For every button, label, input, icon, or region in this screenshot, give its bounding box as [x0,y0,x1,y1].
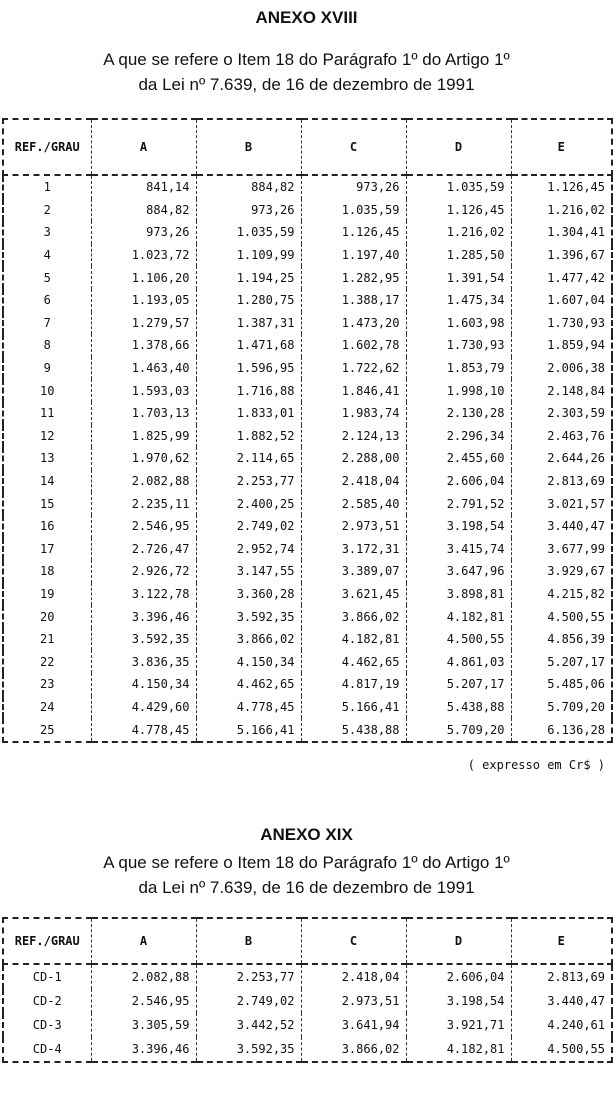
table-row [3,673,612,696]
table-row [3,605,612,628]
value-cell: 2.130,28 [406,402,511,425]
column-header: E [511,119,612,175]
table-row [3,379,612,402]
value-cell: 1.216,02 [406,221,511,244]
table-header-row [3,918,612,964]
ref-grade-cell: 10 [3,379,91,402]
value-cell: 2.455,60 [406,447,511,470]
ref-grade-cell: 2 [3,199,91,222]
ref-grade-cell: 25 [3,718,91,742]
annex-18-subtitle-line1: A que se refere o Item 18 do Parágrafo 1º do Artigo 1º [103,50,510,69]
value-cell: 5.166,41 [301,696,406,719]
value-cell: 1.197,40 [301,244,406,267]
value-cell: 1.471,68 [196,334,301,357]
ref-grade-cell: 6 [3,289,91,312]
value-cell: 4.778,45 [196,696,301,719]
table-row [3,583,612,606]
column-header: B [196,918,301,964]
value-cell: 1.473,20 [301,312,406,335]
value-cell: 4.500,55 [406,628,511,651]
table-row [3,470,612,493]
value-cell: 3.122,78 [91,583,196,606]
value-cell: 2.303,59 [511,402,612,425]
value-cell: 4.182,81 [406,605,511,628]
value-cell: 1.279,57 [91,312,196,335]
column-header: C [301,918,406,964]
value-cell: 2.644,26 [511,447,612,470]
value-cell: 5.438,88 [406,696,511,719]
column-header: D [406,119,511,175]
table-row [3,718,612,742]
ref-grade-cell: 16 [3,515,91,538]
value-cell: 5.207,17 [406,673,511,696]
value-cell: 3.396,46 [91,605,196,628]
ref-grade-cell: 4 [3,244,91,267]
value-cell: 2.791,52 [406,492,511,515]
value-cell: 2.296,34 [406,425,511,448]
value-cell: 3.836,35 [91,650,196,673]
value-cell: 2.124,13 [301,425,406,448]
ref-grade-cell: CD-4 [3,1037,91,1062]
value-cell: 1.304,41 [511,221,612,244]
table-header-row [3,119,612,175]
table-row [3,492,612,515]
ref-grade-cell: CD-2 [3,989,91,1013]
table-row [3,1013,612,1037]
value-cell: 884,82 [196,175,301,199]
value-cell: 3.921,71 [406,1013,511,1037]
ref-grade-cell: 8 [3,334,91,357]
value-cell: 841,14 [91,175,196,199]
value-cell: 3.147,55 [196,560,301,583]
value-cell: 1.396,67 [511,244,612,267]
value-cell: 973,26 [91,221,196,244]
table-row [3,266,612,289]
value-cell: 2.148,84 [511,379,612,402]
value-cell: 884,82 [91,199,196,222]
value-cell: 5.709,20 [511,696,612,719]
value-cell: 4.150,34 [196,650,301,673]
table-row [3,244,612,267]
table-row [3,560,612,583]
ref-grade-cell: 18 [3,560,91,583]
value-cell: 973,26 [301,175,406,199]
annex-19-subtitle-line1: A que se refere o Item 18 do Parágrafo 1º do Artigo 1º [103,853,510,872]
value-cell: 2.973,51 [301,989,406,1013]
value-cell: 1.730,93 [511,312,612,335]
value-cell: 1.475,34 [406,289,511,312]
value-cell: 1.859,94 [511,334,612,357]
value-cell: 5.438,88 [301,718,406,742]
value-cell: 1.463,40 [91,357,196,380]
value-cell: 3.442,52 [196,1013,301,1037]
column-header: D [406,918,511,964]
value-cell: 1.035,59 [301,199,406,222]
value-cell: 1.983,74 [301,402,406,425]
ref-grade-cell: CD-3 [3,1013,91,1037]
value-cell: 2.952,74 [196,538,301,561]
value-cell: 1.825,99 [91,425,196,448]
column-header: A [91,119,196,175]
value-cell: 2.006,38 [511,357,612,380]
value-cell: 3.396,46 [91,1037,196,1062]
value-cell: 4.462,65 [196,673,301,696]
value-cell: 3.677,99 [511,538,612,561]
value-cell: 2.813,69 [511,964,612,989]
currency-note: ( expresso em Cr$ ) [467,758,605,772]
value-cell: 1.216,02 [511,199,612,222]
table-row [3,289,612,312]
ref-grade-cell: 14 [3,470,91,493]
value-cell: 1.126,45 [301,221,406,244]
column-header: A [91,918,196,964]
annex-19-title: ANEXO XIX [260,825,353,844]
value-cell: 1.023,72 [91,244,196,267]
ref-grade-cell: 11 [3,402,91,425]
value-cell: 1.035,59 [196,221,301,244]
value-cell: 1.282,95 [301,266,406,289]
table-row [3,199,612,222]
ref-grade-cell: 9 [3,357,91,380]
value-cell: 3.866,02 [301,1037,406,1062]
ref-grade-cell: 13 [3,447,91,470]
ref-grade-cell: 15 [3,492,91,515]
value-cell: 4.182,81 [301,628,406,651]
value-cell: 2.288,00 [301,447,406,470]
value-cell: 2.813,69 [511,470,612,493]
value-cell: 1.285,50 [406,244,511,267]
ref-grade-cell: 3 [3,221,91,244]
ref-grade-cell: 5 [3,266,91,289]
value-cell: 2.726,47 [91,538,196,561]
value-cell: 1.846,41 [301,379,406,402]
ref-grade-cell: 17 [3,538,91,561]
value-cell: 4.817,19 [301,673,406,696]
column-header: C [301,119,406,175]
value-cell: 4.861,03 [406,650,511,673]
value-cell: 1.126,45 [511,175,612,199]
value-cell: 1.833,01 [196,402,301,425]
value-cell: 4.462,65 [301,650,406,673]
value-cell: 3.172,31 [301,538,406,561]
value-cell: 2.253,77 [196,964,301,989]
value-cell: 5.207,17 [511,650,612,673]
value-cell: 3.360,28 [196,583,301,606]
value-cell: 4.778,45 [91,718,196,742]
column-header: REF./GRAU [3,918,91,964]
table-row [3,696,612,719]
value-cell: 3.198,54 [406,989,511,1013]
value-cell: 1.106,20 [91,266,196,289]
value-cell: 2.606,04 [406,470,511,493]
table-row [3,447,612,470]
table-row [3,334,612,357]
value-cell: 2.749,02 [196,989,301,1013]
value-cell: 1.593,03 [91,379,196,402]
value-cell: 973,26 [196,199,301,222]
value-cell: 4.856,39 [511,628,612,651]
table-row [3,650,612,673]
value-cell: 4.240,61 [511,1013,612,1037]
value-cell: 1.280,75 [196,289,301,312]
value-cell: 2.418,04 [301,470,406,493]
value-cell: 3.866,02 [196,628,301,651]
value-cell: 3.198,54 [406,515,511,538]
value-cell: 1.035,59 [406,175,511,199]
value-cell: 1.882,52 [196,425,301,448]
table-row [3,175,612,199]
value-cell: 2.082,88 [91,964,196,989]
value-cell: 1.603,98 [406,312,511,335]
value-cell: 2.253,77 [196,470,301,493]
table-row [3,964,612,989]
table-row [3,515,612,538]
value-cell: 1.602,78 [301,334,406,357]
value-cell: 3.866,02 [301,605,406,628]
ref-grade-cell: 7 [3,312,91,335]
value-cell: 1.730,93 [406,334,511,357]
value-cell: 5.166,41 [196,718,301,742]
value-cell: 3.898,81 [406,583,511,606]
value-cell: 3.592,35 [91,628,196,651]
value-cell: 1.193,05 [91,289,196,312]
ref-grade-cell: 23 [3,673,91,696]
value-cell: 1.387,31 [196,312,301,335]
value-cell: 3.440,47 [511,515,612,538]
table-row [3,538,612,561]
value-cell: 2.606,04 [406,964,511,989]
value-cell: 3.592,35 [196,1037,301,1062]
value-cell: 4.150,34 [91,673,196,696]
value-cell: 1.477,42 [511,266,612,289]
value-cell: 2.973,51 [301,515,406,538]
value-cell: 3.647,96 [406,560,511,583]
annex-18-title: ANEXO XVIII [255,8,358,27]
value-cell: 3.389,07 [301,560,406,583]
ref-grade-cell: 19 [3,583,91,606]
column-header: E [511,918,612,964]
value-cell: 4.215,82 [511,583,612,606]
value-cell: 2.463,76 [511,425,612,448]
column-header: B [196,119,301,175]
value-cell: 2.082,88 [91,470,196,493]
ref-grade-cell: 12 [3,425,91,448]
value-cell: 4.500,55 [511,605,612,628]
table-row [3,312,612,335]
value-cell: 3.021,57 [511,492,612,515]
annex-18-subtitle-line2: da Lei nº 7.639, de 16 de dezembro de 1991 [138,75,475,94]
value-cell: 1.109,99 [196,244,301,267]
ref-grade-cell: 21 [3,628,91,651]
annex-19-subtitle-line2: da Lei nº 7.639, de 16 de dezembro de 1991 [138,878,475,897]
ref-grade-cell: 22 [3,650,91,673]
value-cell: 4.429,60 [91,696,196,719]
column-header: REF./GRAU [3,119,91,175]
value-cell: 2.235,11 [91,492,196,515]
table-row [3,221,612,244]
annex-19-salary-table [2,917,613,1063]
ref-grade-cell: 1 [3,175,91,199]
value-cell: 4.182,81 [406,1037,511,1062]
ref-grade-cell: 24 [3,696,91,719]
value-cell: 6.136,28 [511,718,612,742]
annex-18-salary-table [2,118,613,743]
table-row [3,1037,612,1062]
value-cell: 3.305,59 [91,1013,196,1037]
value-cell: 2.926,72 [91,560,196,583]
value-cell: 1.388,17 [301,289,406,312]
value-cell: 2.400,25 [196,492,301,515]
value-cell: 3.440,47 [511,989,612,1013]
value-cell: 1.716,88 [196,379,301,402]
value-cell: 1.596,95 [196,357,301,380]
value-cell: 5.709,20 [406,718,511,742]
value-cell: 1.853,79 [406,357,511,380]
table-row [3,357,612,380]
value-cell: 1.126,45 [406,199,511,222]
value-cell: 1.722,62 [301,357,406,380]
value-cell: 3.621,45 [301,583,406,606]
value-cell: 3.415,74 [406,538,511,561]
value-cell: 2.546,95 [91,515,196,538]
value-cell: 3.929,67 [511,560,612,583]
value-cell: 2.585,40 [301,492,406,515]
value-cell: 1.998,10 [406,379,511,402]
table-row [3,425,612,448]
ref-grade-cell: CD-1 [3,964,91,989]
value-cell: 3.641,94 [301,1013,406,1037]
value-cell: 5.485,06 [511,673,612,696]
value-cell: 1.970,62 [91,447,196,470]
value-cell: 1.378,66 [91,334,196,357]
value-cell: 1.607,04 [511,289,612,312]
value-cell: 2.749,02 [196,515,301,538]
value-cell: 2.114,65 [196,447,301,470]
value-cell: 3.592,35 [196,605,301,628]
table-row [3,402,612,425]
table-row [3,628,612,651]
value-cell: 2.418,04 [301,964,406,989]
value-cell: 1.194,25 [196,266,301,289]
value-cell: 1.391,54 [406,266,511,289]
table-row [3,989,612,1013]
value-cell: 1.703,13 [91,402,196,425]
value-cell: 2.546,95 [91,989,196,1013]
ref-grade-cell: 20 [3,605,91,628]
value-cell: 4.500,55 [511,1037,612,1062]
